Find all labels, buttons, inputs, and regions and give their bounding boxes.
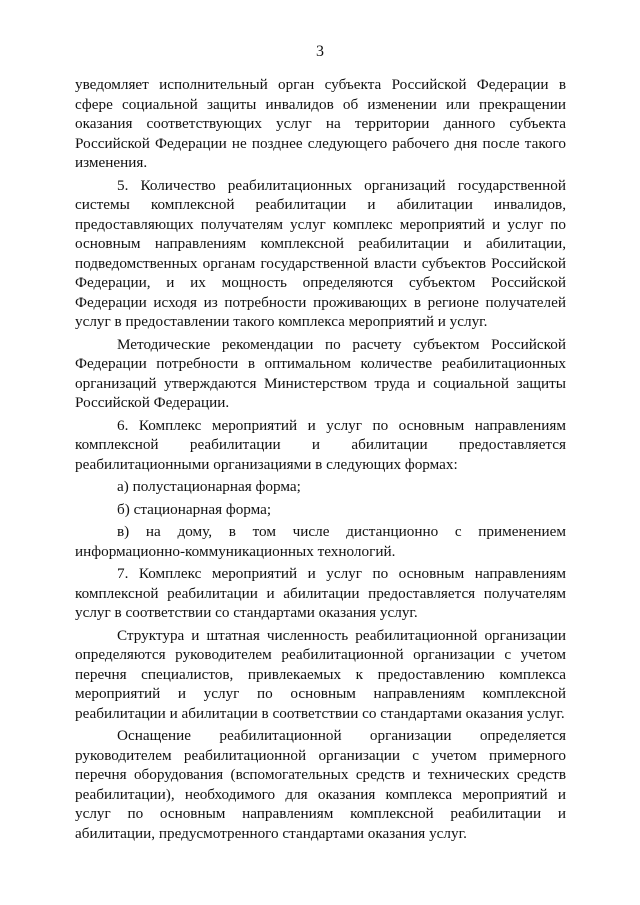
paragraph-continuation: уведомляет исполнительный орган субъекта Российской Федерации в сфере социальной защиты инвалидов об изменении или прекращении оказания соответствующих услуг на территории данного субъекта Российской Федерации не позднее следующего рабочего дня после такого изменения. [75, 76, 566, 171]
list-item-v: в) на дому, в том числе дистанционно с применением информационно-коммуникационных технологий. [75, 523, 566, 560]
paragraph-equipment: Оснащение реабилитационной организации определяется руководителем реабилитационной организации с учетом примерного перечня оборудования (вспомогательных средств и технических средств реабилитации), необходимого для оказания комплекса мероприятий и услуг по основным направлениям комплексной реабилитации и абилитации, предусмотренного стандартами оказания услуг. [75, 727, 566, 842]
list-item-a: а) полустационарная форма; [117, 478, 301, 495]
document-body [75, 75, 566, 843]
paragraph-methodological-recommendations: Методические рекомендации по расчету субъектом Российской Федерации потребности в оптимальном количестве реабилитационных организаций утверждаются Министерством труда и социальной защиты Российской Федерации. [75, 335, 566, 411]
paragraph-structure-staffing: Структура и штатная численность реабилитационной организации определяются руководителем реабилитационной организации с учетом перечня специалистов, привлекаемых к предоставлению комплекса мероприятий и услуг по основным направлениям комплексной реабилитации и абилитации в соответствии со стандартами оказания услуг. [75, 626, 566, 722]
paragraph-item-7: 7. Комплекс мероприятий и услуг по основным направлениям комплексной реабилитации и абилитации предоставляется получателям услуг в соответствии со стандартами оказания услуг. [75, 565, 566, 621]
list-item-b: б) стационарная форма; [117, 500, 272, 518]
paragraph-item-5: 5. Количество реабилитационных организаций государственной системы комплексной реабилитации и абилитации инвалидов, предоставляющих получателям услуг комплекс мероприятий и услуг по основным направлениям комплексной реабилитации и абилитации, подведомственных органам государственной власти субъектов Российской Федерации, и их мощность определяются субъектом Российской Федерации исходя из потребности проживающих в регионе получателей услуг в предоставлении такого комплекса мероприятий и услуг. [75, 176, 566, 330]
page-number: 3 [316, 43, 324, 60]
paragraph-item-6: 6. Комплекс мероприятий и услуг по основным направлениям комплексной реабилитации и абилитации предоставляется реабилитационными организациями в следующих формах: [75, 416, 566, 473]
